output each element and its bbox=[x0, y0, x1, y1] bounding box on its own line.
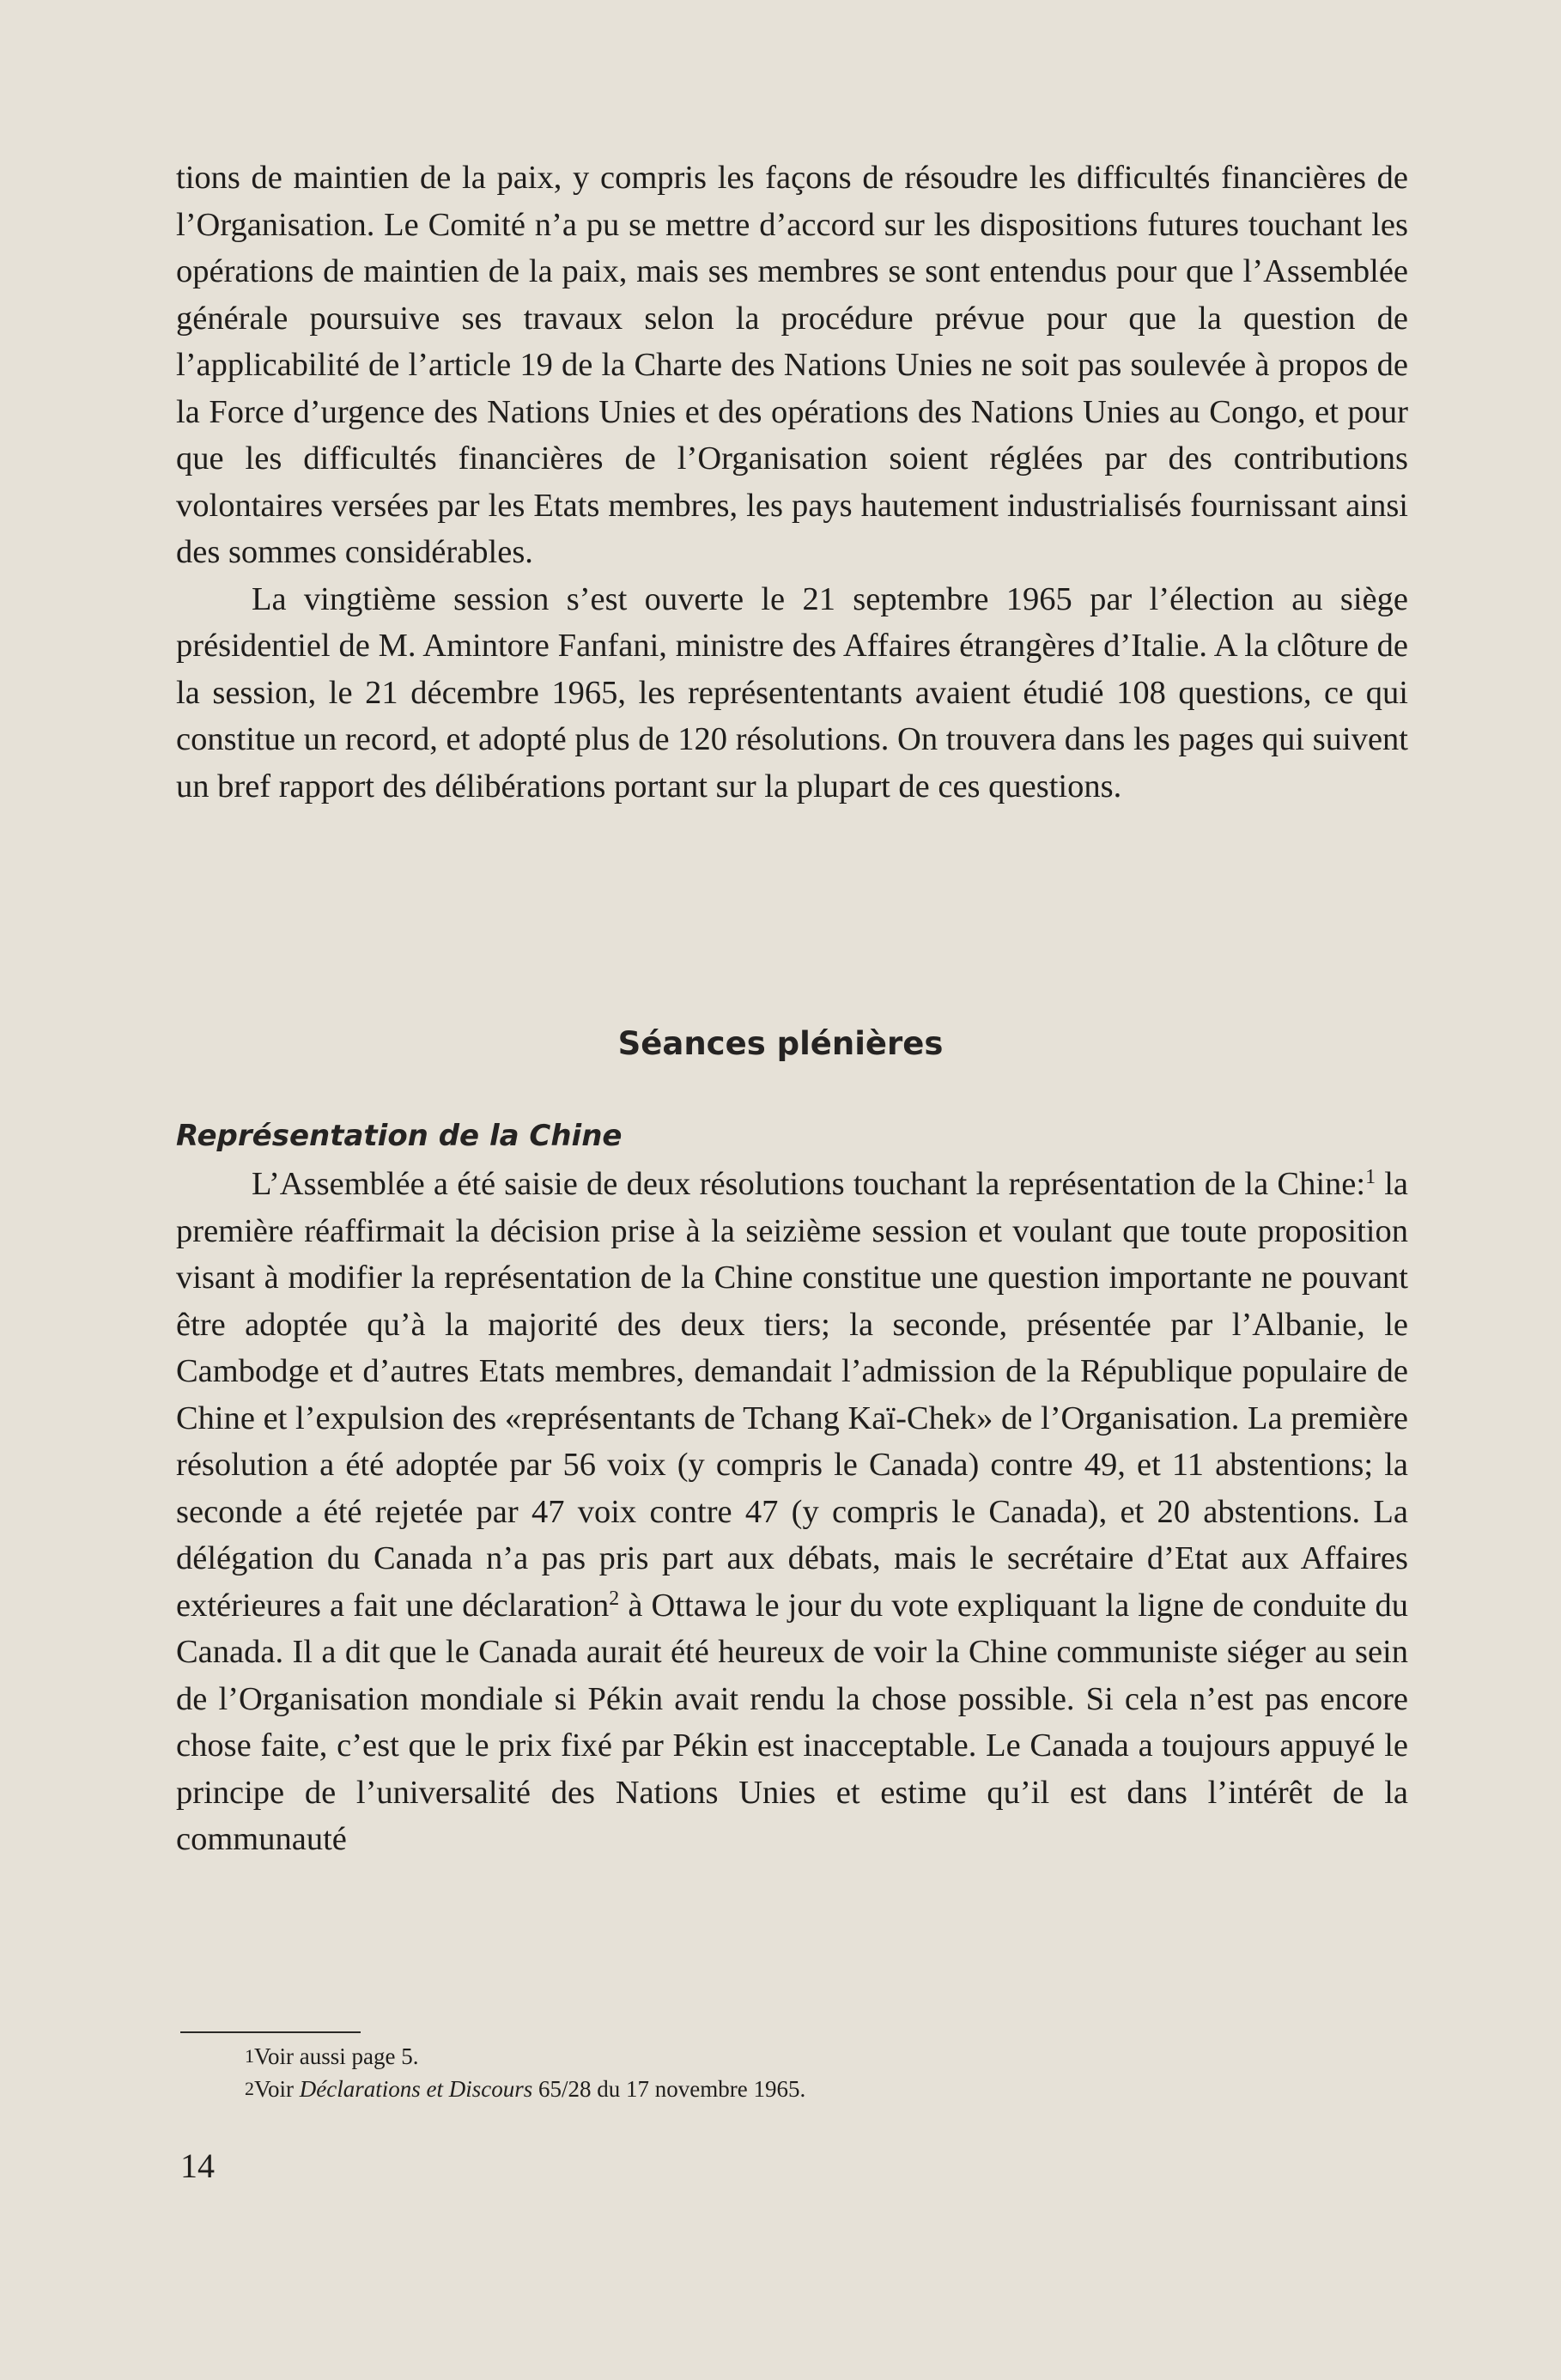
footnote-2-number: 2 bbox=[245, 2078, 254, 2100]
paragraph-peacekeeping: tions de maintien de la paix, y compris les façons de résoudre les difficultés financières de l’Organisation. Le Comité n’a pu se mettre d’accord sur les dispositions futures touchant les opérations de maintien de la paix, mais ses membres se sont entendus pour que l’Assemblée générale poursuive ses travaux selon la procédure prévue pour que la question de l’applicabilité de l’article 19 de la Charte des Nations Unies ne soit pas soulevée à propos de la Force d’urgence des Nations Unies et des opérations des Nations Unies au Congo, et pour que les difficultés financières de l’Organisation soient réglées par des contributions volontaires versées par les Etats membres, les pays hautement industrialisés fournissant ainsi des sommes considérables. bbox=[176, 160, 1408, 570]
footnote-2-suffix: 65/28 du 17 novembre 1965. bbox=[532, 2076, 806, 2103]
footnote-ref-1[interactable]: 1 bbox=[1365, 1165, 1376, 1188]
section-heading: Séances plénières bbox=[617, 1025, 944, 1062]
subheading-china: Représentation de la Chine bbox=[176, 1119, 623, 1153]
china-text bbox=[176, 1161, 1408, 1863]
footnote-1-text: Voir aussi page 5. bbox=[254, 2043, 419, 2070]
footnotes bbox=[245, 2040, 805, 2105]
china-text-part-3: à Ottawa le jour du vote expliquant la ligne de conduite du Canada. Il a dit que le Canada aurait été heureux de voir la Chine communiste siéger au sein de l’Organisation mondiale si Pékin avait rendu la chose possible. Si cela n’est pas encore chose faite, c’est que le prix fixé par Pékin est inacceptable. Le Canada a toujours appuyé le principe de l’universalité des Nations Unies et estime qu’il est dans l’intérêt de la communauté bbox=[176, 1587, 1408, 1857]
page-number: 14 bbox=[180, 2146, 215, 2185]
footnote-ref-2[interactable]: 2 bbox=[609, 1587, 620, 1610]
paragraph-china-representation bbox=[176, 1161, 1408, 1863]
china-text-part-2: la première réaffirmait la décision prise à la seizième session et voulant que toute proposition visant à modifier la représentation de la Chine constitue une question importante ne pouvant être adoptée qu’à la majorité des deux tiers; la seconde, présentée par l’Albanie, le Cambodge et d’autres Etats membres, demandait l’admission de la République populaire de Chine et l’expulsion des «représentants de Tchang Kaï-Chek» de l’Organisation. La première résolution a été adoptée par 56 voix (y compris le Canada) contre 49, et 11 abstentions; la seconde a été rejetée par 47 voix contre 47 (y compris le Canada), et 20 abstentions. La délégation du Canada n’a pas pris part aux débats, mais le secrétaire d’Etat aux Affaires extérieures a fait une déclaration bbox=[176, 1166, 1408, 1624]
paragraph-twentieth-session: La vingtième session s’est ouverte le 21 septembre 1965 par l’élection au siège présidentiel de M. Amintore Fanfani, ministre des Affaires étrangères d’Italie. A la clôture de la session, le 21 décembre 1965, les représententants avaient étudié 108 questions, ce qui constitue un record, et adopté plus de 120 résolutions. On trouvera dans les pages qui suivent un bref rapport des délibérations portant sur la plupart de ces questions. bbox=[176, 580, 1408, 804]
footnote-divider bbox=[180, 2031, 361, 2033]
footnote-1-number: 1 bbox=[245, 2045, 254, 2067]
footnote-1 bbox=[245, 2040, 805, 2073]
footnote-2 bbox=[245, 2073, 805, 2105]
footnote-2-publication-title: Déclarations et Discours bbox=[299, 2076, 533, 2103]
intro-text bbox=[176, 155, 1408, 810]
footnote-2-prefix: Voir bbox=[254, 2076, 300, 2103]
china-text-part-1: L’Assemblée a été saisie de deux résolutions touchant la représentation de la Chine: bbox=[252, 1166, 1366, 1202]
